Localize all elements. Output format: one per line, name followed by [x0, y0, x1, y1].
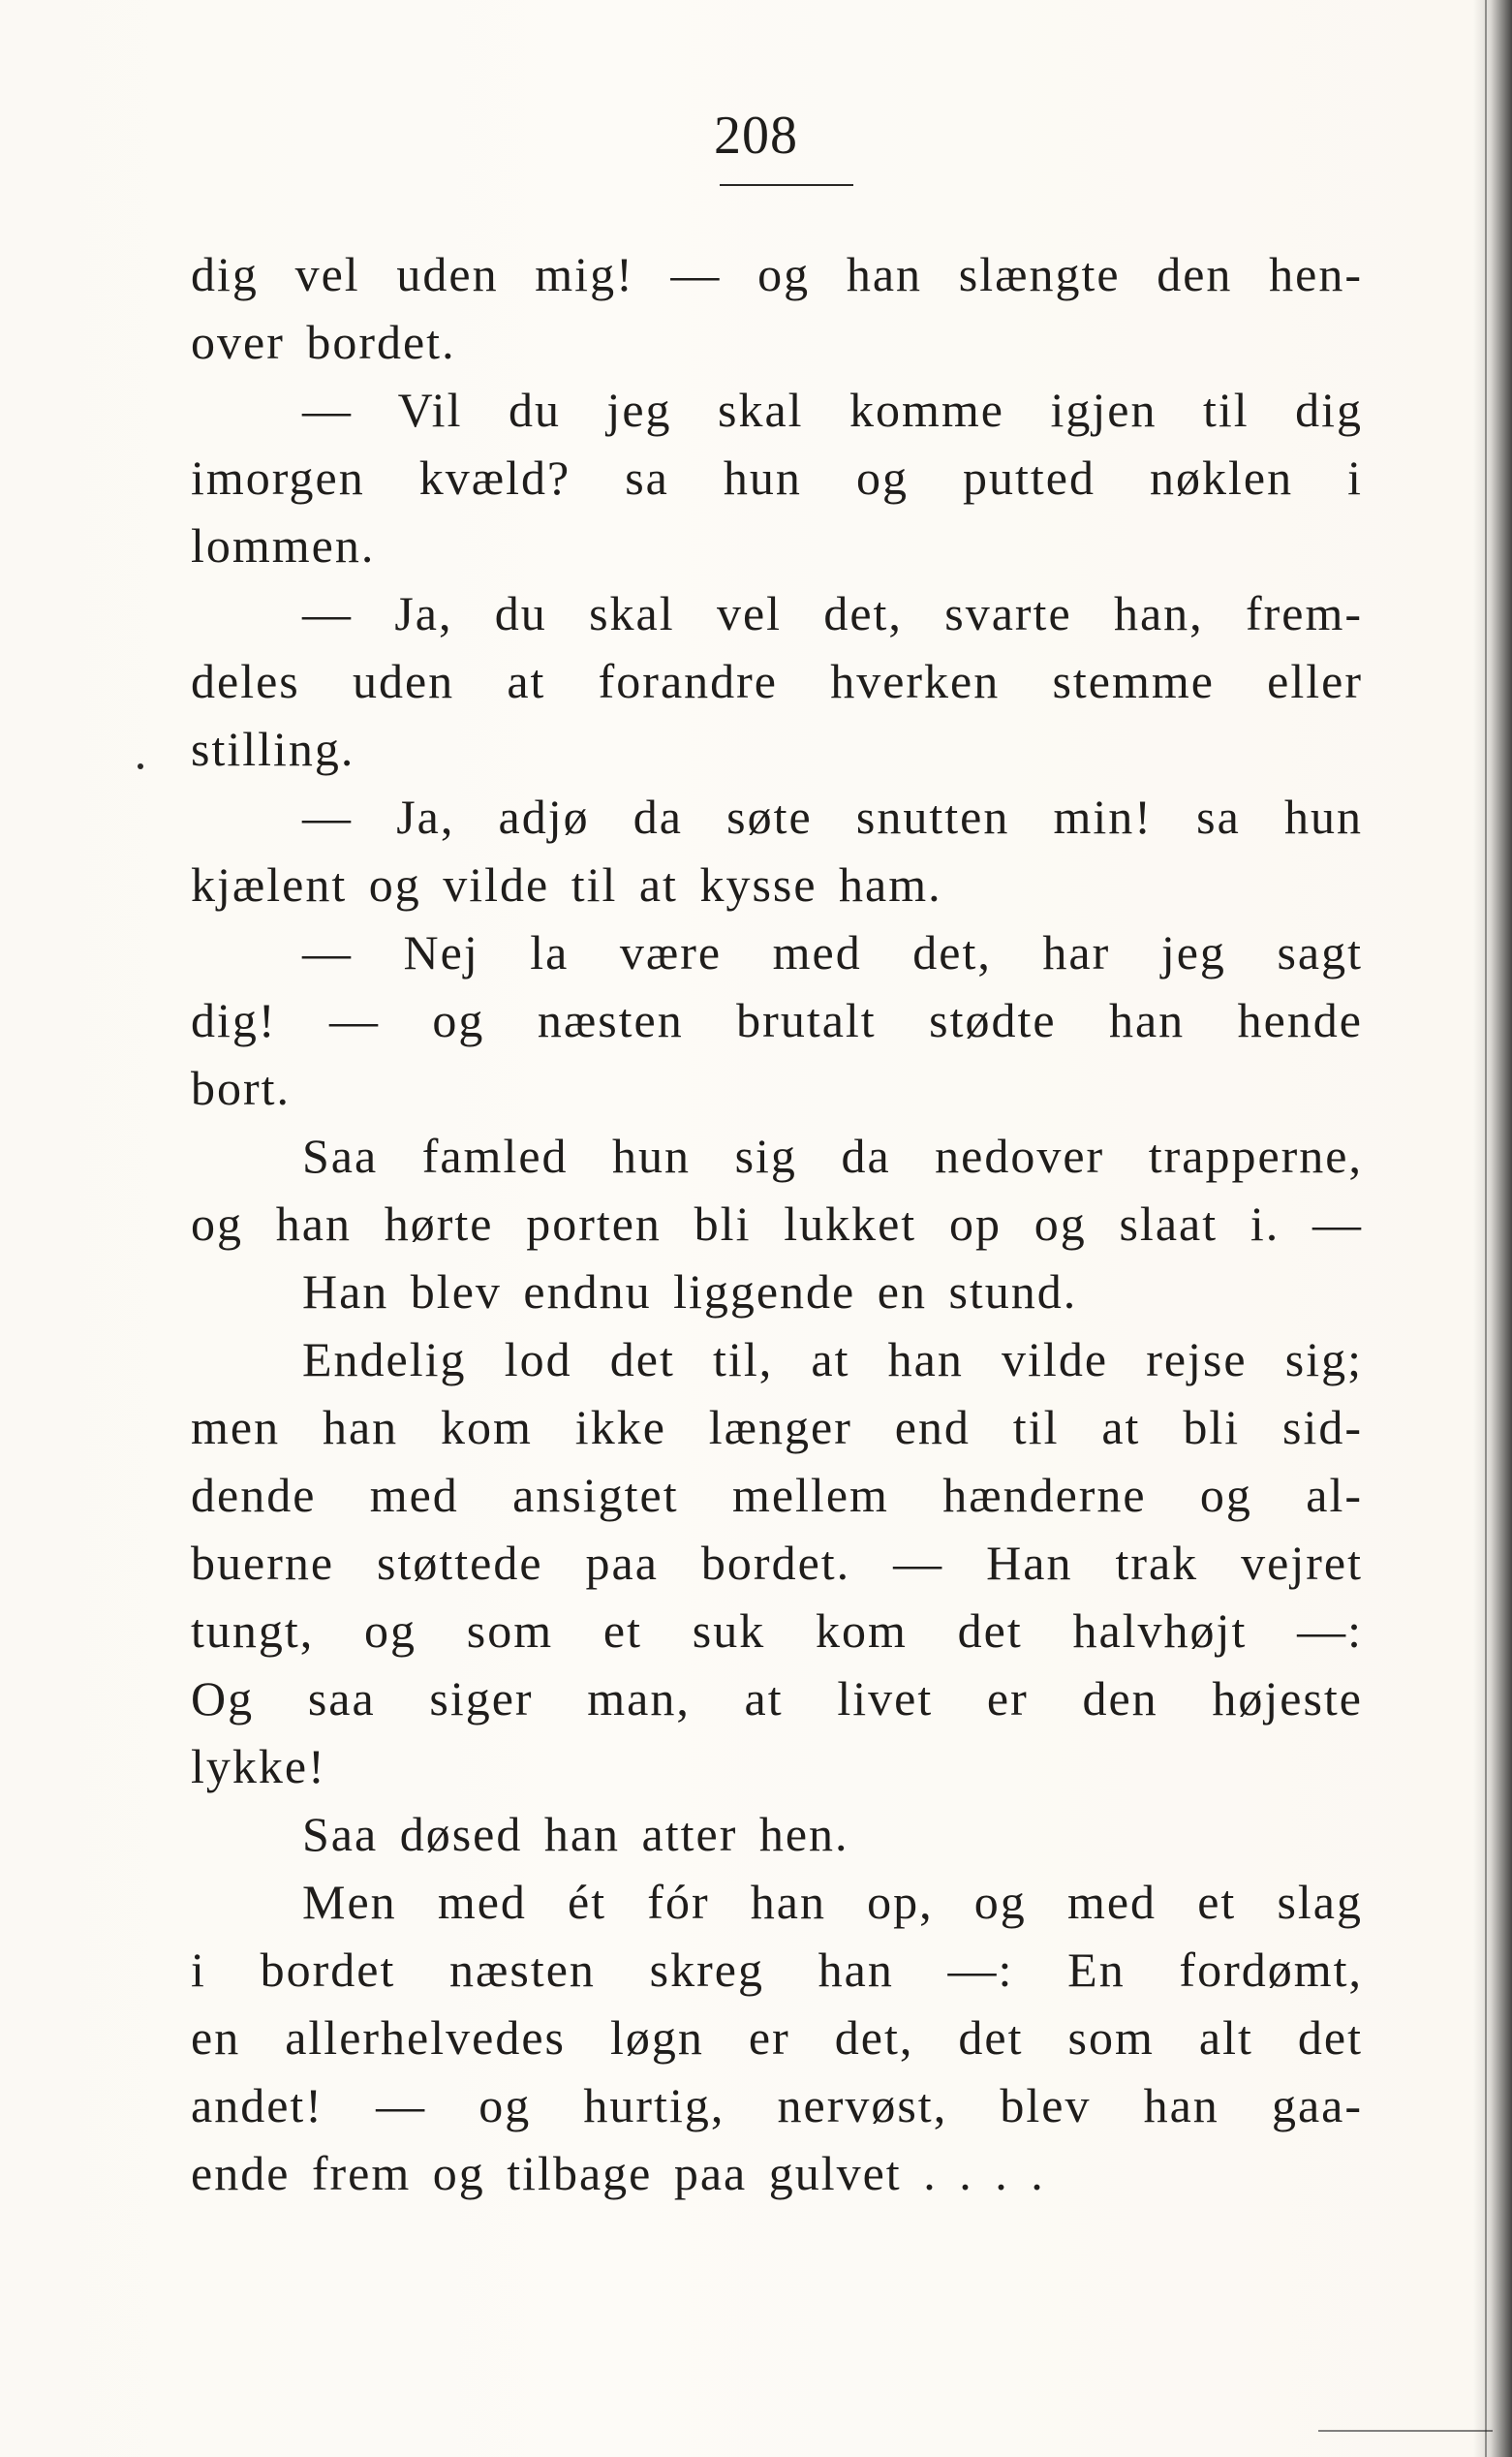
text-line: bort.: [191, 1061, 292, 1115]
page-number-rule: [720, 184, 853, 186]
page-number: 208: [714, 106, 798, 166]
text-line: ende frem og tilbage paa gulvet . . . .: [191, 2146, 1045, 2200]
text-line: dig vel uden mig! — og han slængte den hen-: [191, 247, 1363, 301]
text-line: imorgen kvæld? sa hun og putted nøklen i: [191, 451, 1363, 505]
text-line: Saa famled hun sig da nedover trapperne,: [302, 1129, 1363, 1183]
margin-mark: [138, 763, 143, 769]
text-line: Og saa siger man, at livet er den højeste: [191, 1671, 1363, 1726]
text-line: — Ja, du skal vel det, svarte han, frem-: [302, 586, 1363, 640]
text-line: dende med ansigtet mellem hænderne og al-: [191, 1468, 1363, 1522]
text-line: lykke!: [191, 1739, 326, 1793]
text-line: deles uden at forandre hverken stemme eller: [191, 654, 1363, 708]
text-line: buerne støttede paa bordet. — Han trak vejret: [191, 1536, 1363, 1590]
binding-edge-shadow: [1473, 0, 1512, 2457]
text-line: — Nej la være med det, har jeg sagt: [302, 925, 1363, 980]
text-line: — Vil du jeg skal komme igjen til dig: [302, 383, 1363, 437]
text-line: en allerhelvedes løgn er det, det som alt det: [191, 2010, 1363, 2065]
text-line: stilling.: [191, 722, 355, 776]
text-line: dig! — og næsten brutalt stødte han hende: [191, 993, 1363, 1047]
text-line: tungt, og som et suk kom det halvhøjt —:: [191, 1603, 1363, 1658]
text-line: lommen.: [191, 518, 376, 573]
body-text: [191, 240, 1363, 2207]
text-line: andet! — og hurtig, nervøst, blev han gaa-: [191, 2078, 1363, 2132]
text-line: Han blev endnu liggende en stund.: [302, 1264, 1078, 1319]
text-line: — Ja, adjø da søte snutten min! sa hun: [302, 790, 1363, 844]
binding-edge-line: [1485, 0, 1487, 2457]
text-line: over bordet.: [191, 315, 456, 369]
text-line: men han kom ikke længer end til at bli sid-: [191, 1400, 1363, 1454]
page-edge-rule: [1318, 2430, 1493, 2432]
text-line: Men med ét fór han op, og med et slag: [302, 1875, 1363, 1929]
text-line: og han hørte porten bli lukket op og slaat i. —: [191, 1197, 1363, 1251]
text-line: Endelig lod det til, at han vilde rejse sig;: [302, 1332, 1363, 1386]
text-line: Saa døsed han atter hen.: [302, 1807, 849, 1861]
text-line: i bordet næsten skreg han —: En fordømt,: [191, 1943, 1363, 1997]
text-line: kjælent og vilde til at kysse ham.: [191, 857, 942, 912]
